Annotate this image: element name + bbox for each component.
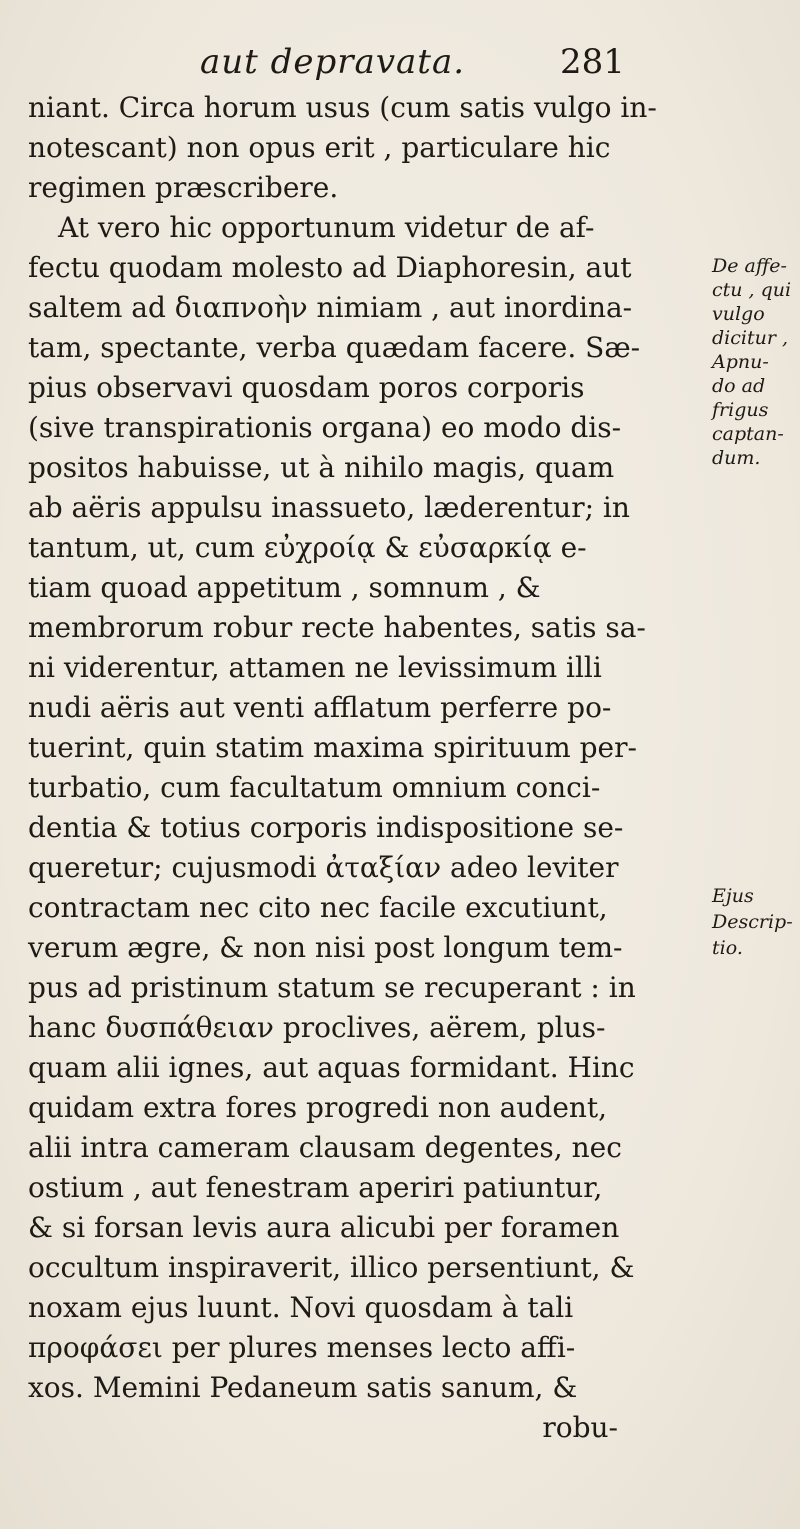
margin-note: Descrip- [712, 911, 793, 933]
running-title: aut depravata. [200, 42, 466, 82]
text-line: alii intra cameram clausam degentes, nec [28, 1131, 622, 1164]
margin-note: Apnu- [712, 351, 769, 373]
margin-note: De affe- [712, 255, 787, 277]
text-line: tantum, ut, cum εὐχροίᾳ & εὐσαρκίᾳ e- [28, 531, 587, 564]
text-line: ab aëris appulsu inassueto, læderentur; in [28, 491, 630, 524]
text-line: tiam quoad appetitum , somnum , & [28, 571, 541, 604]
text-line: tam, spectante, verba quædam facere. Sæ- [28, 331, 641, 364]
text-line: pus ad pristinum statum se recuperant : in [28, 971, 636, 1004]
text-line: membrorum robur recte habentes, satis sa- [28, 611, 646, 644]
text-line: hanc δυσπάθειαν proclives, aërem, plus- [28, 1011, 606, 1044]
margin-note: captan- [712, 423, 784, 445]
margin-note: dicitur , [712, 327, 788, 349]
text-line: fectu quodam molesto ad Diaphoresin, aut [28, 251, 632, 284]
margin-note: ctu , qui [712, 279, 792, 301]
text-line: ostium , aut fenestram aperiri patiuntur, [28, 1171, 603, 1204]
text-line: tuerint, quin statim maxima spirituum per- [28, 731, 637, 764]
margin-note: tio. [712, 937, 743, 959]
margin-note: frigus [712, 399, 769, 421]
catchword: robu- [542, 1411, 618, 1444]
text-line: saltem ad διαπνοὴν nimiam , aut inordina- [28, 291, 633, 324]
text-line: turbatio, cum facultatum omnium conci- [28, 771, 601, 804]
text-line: occultum inspiraverit, illico persentiunt, & [28, 1251, 635, 1284]
text-line: pius observavi quosdam poros corporis [28, 371, 585, 404]
text-line: noxam ejus luunt. Novi quosdam à tali [28, 1291, 574, 1324]
text-line: & si forsan levis aura alicubi per foramen [28, 1211, 620, 1244]
text-line: At vero hic opportunum videtur de af- [58, 211, 595, 244]
text-line: contractam nec cito nec facile excutiunt, [28, 891, 608, 924]
text-line: ni viderentur, attamen ne levissimum illi [28, 651, 602, 684]
margin-note: do ad [712, 375, 766, 397]
text-line: niant. Circa horum usus (cum satis vulgo in- [28, 91, 657, 124]
text-line: positos habuisse, ut à nihilo magis, quam [28, 451, 615, 484]
text-line: quam alii ignes, aut aquas formidant. Hinc [28, 1051, 635, 1084]
text-line: προφάσει per plures menses lecto affi- [28, 1331, 576, 1364]
body-text [28, 88, 708, 1448]
text-line: regimen præscribere. [28, 171, 339, 204]
margin-note: Ejus [712, 885, 754, 907]
text-line: dentia & totius corporis indispositione se- [28, 811, 624, 844]
text-line: xos. Memini Pedaneum satis sanum, & [28, 1371, 578, 1404]
text-line: nudi aëris aut venti afflatum perferre po- [28, 691, 612, 724]
text-line: (sive transpirationis organa) eo modo dis- [28, 411, 622, 444]
margin-note: dum. [712, 447, 761, 469]
margin-note: vulgo [712, 303, 765, 325]
text-line: verum ægre, & non nisi post longum tem- [28, 931, 623, 964]
running-head [200, 42, 640, 92]
text-line: notescant) non opus erit , particulare hic [28, 131, 611, 164]
text-line: queretur; cujusmodi ἀταξίαν adeo leviter [28, 851, 619, 884]
page-number: 281 [560, 42, 625, 82]
text-line: quidam extra fores progredi non audent, [28, 1091, 608, 1124]
